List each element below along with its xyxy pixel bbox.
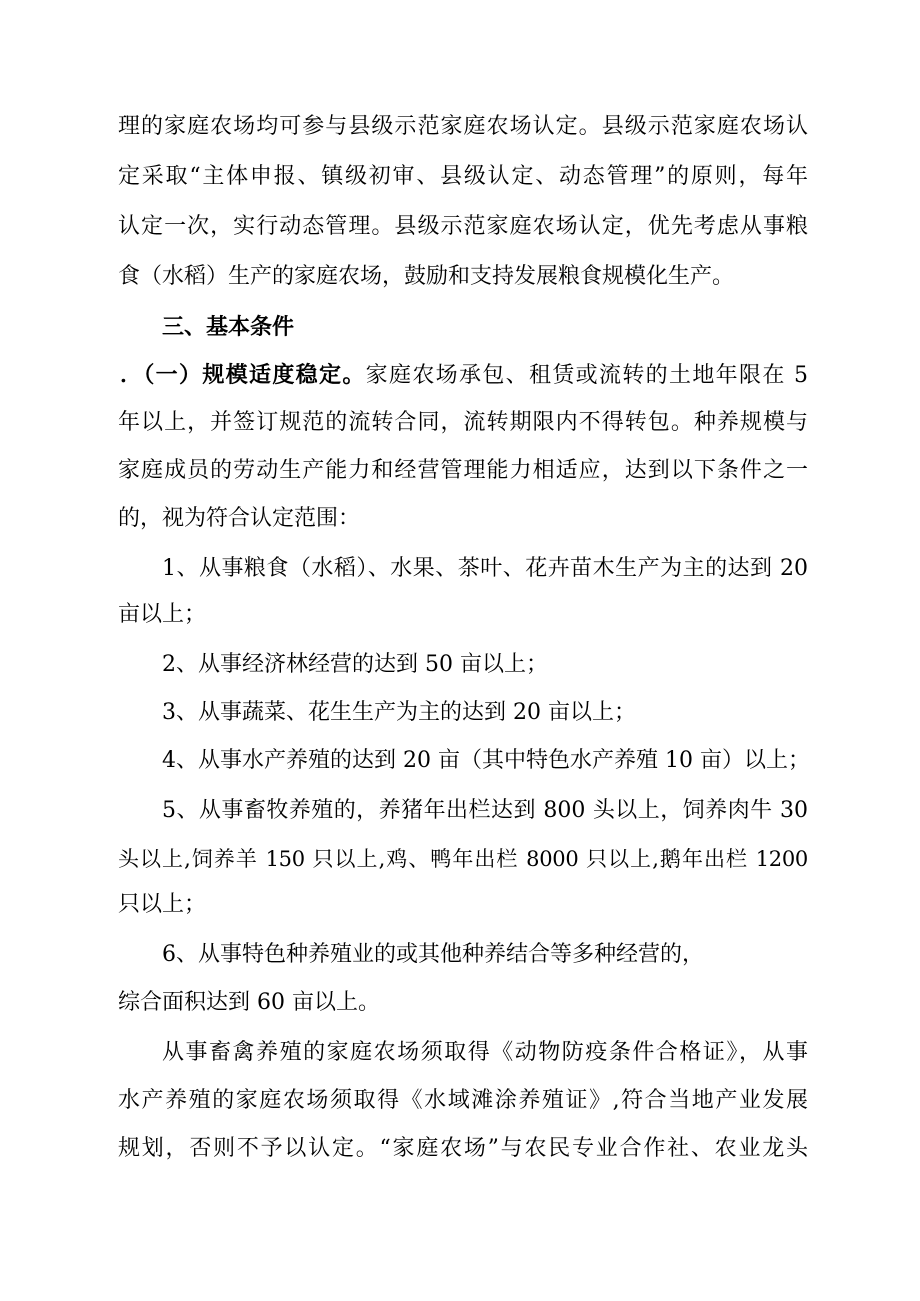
list-item-6: 6、从事特色种养殖业的或其他种养结合等多种经营的，	[162, 942, 704, 967]
list-item-4: 4、从事水产养殖的达到 20 亩（其中特色水产养殖 10 亩）以上；	[162, 748, 810, 773]
closing-paragraph-line: 水产养殖的家庭农场须取得《水域滩涂养殖证》,符合当地产业发展	[118, 1088, 808, 1113]
paragraph-line: 理的家庭农场均可参与县级示范家庭农场认定。县级示范家庭农场认	[118, 114, 808, 139]
paragraph-line: 认定一次，实行动态管理。县级示范家庭农场认定，优先考虑从事粮	[118, 214, 808, 239]
list-item-3: 3、从事蔬菜、花生生产为主的达到 20 亩以上；	[162, 700, 636, 725]
subsection-first-line	[120, 360, 808, 390]
list-item-1-continued: 亩以上；	[118, 602, 207, 627]
subsection-prefix: ．	[120, 362, 144, 388]
paragraph-line: 食（水稻）生产的家庭农场，鼓励和支持发展粮食规模化生产。	[118, 264, 735, 289]
list-item-5-continued: 只以上；	[118, 892, 207, 917]
paragraph-line: 家庭成员的劳动生产能力和经营管理能力相适应，达到以下条件之一	[118, 458, 808, 483]
subsection-title: （一）规模适度稳定。	[143, 362, 366, 388]
paragraph-line: 年以上，并签订规范的流转合同，流转期限内不得转包。种养规模与	[118, 410, 808, 435]
subsection-lead-text: 家庭农场承包、租赁或流转的土地年限在 5	[365, 363, 808, 388]
closing-paragraph-line: 从事畜禽养殖的家庭农场须取得《动物防疫条件合格证》，从事	[162, 1040, 808, 1065]
paragraph-line: 定采取“主体申报、镇级初审、县级认定、动态管理”的原则，每年	[118, 164, 808, 189]
list-item-1: 1、从事粮食（水稻）、水果、茶叶、花卉苗木生产为主的达到 20	[162, 556, 808, 581]
closing-paragraph-line: 规划，否则不予以认定。“家庭农场”与农民专业合作社、农业龙头	[118, 1136, 808, 1161]
list-item-5: 5、从事畜牧养殖的，养猪年出栏达到 800 头以上，饲养肉牛 30	[162, 798, 808, 823]
list-item-5-continued: 头以上,饲养羊 150 只以上,鸡、鸭年出栏 8000 只以上,鹅年出栏 1200	[118, 847, 808, 871]
list-item-6-continued: 综合面积达到 60 亩以上。	[118, 990, 380, 1015]
list-item-2: 2、从事经济林经营的达到 50 亩以上；	[162, 652, 548, 677]
paragraph-line: 的，视为符合认定范围：	[118, 506, 361, 531]
section-heading: 三、基本条件	[162, 314, 295, 340]
